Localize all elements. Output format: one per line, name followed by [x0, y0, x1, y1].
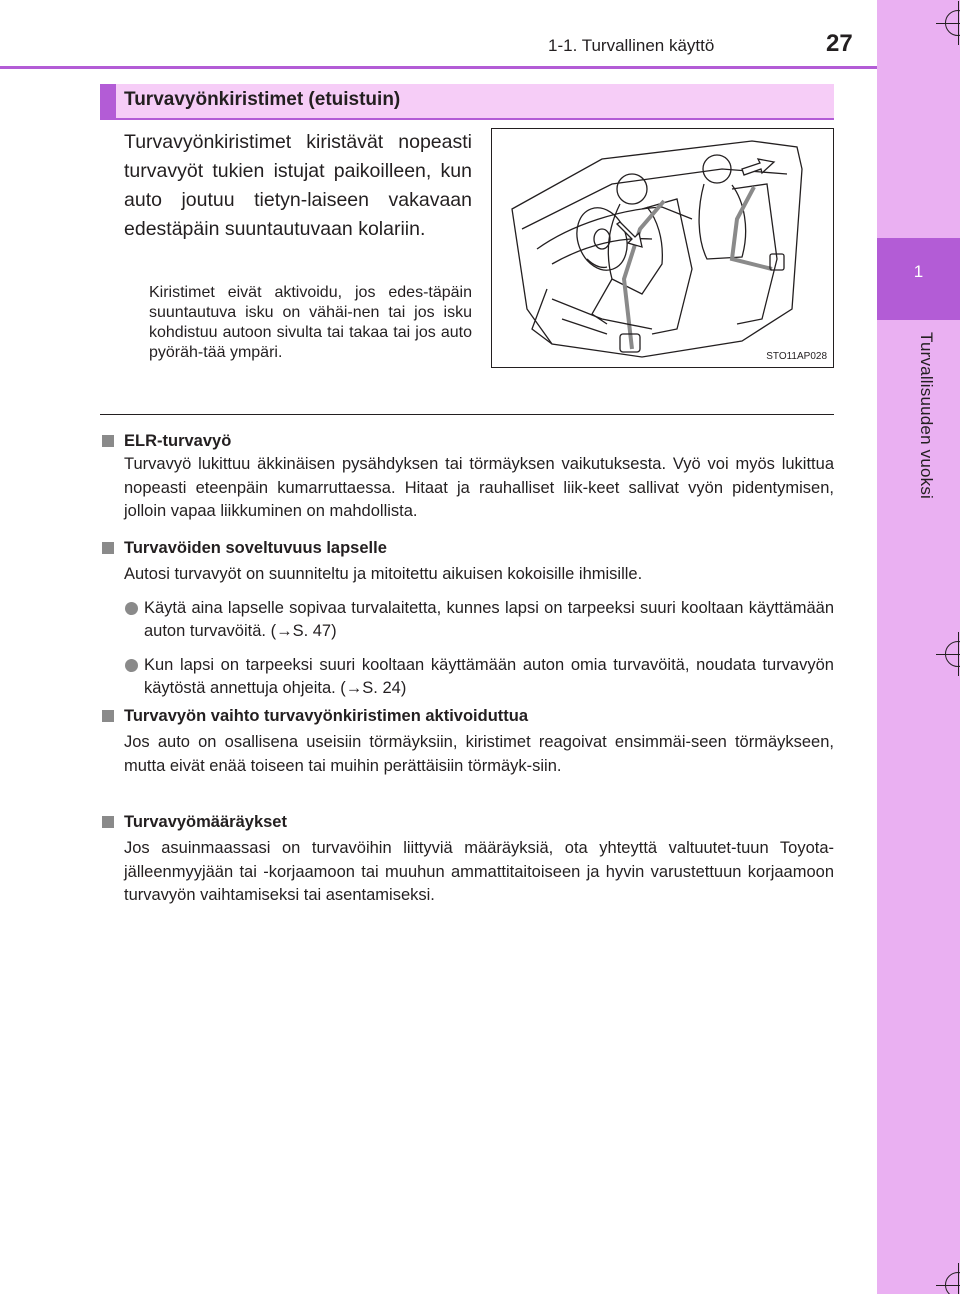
list-item-text: Kun lapsi on tarpeeksi suuri kooltaan käyttämään auton omia turvavöitä, noudata turvavyön käytöstä annettuja ohjeita. (→S. 24) [144, 655, 834, 697]
section-heading-text: Turvavyönkiristimet (etuistuin) [124, 89, 401, 110]
chapter-title: Turvallisuuden vuoksi [917, 332, 936, 500]
seatbelt-pretensioner-illustration [491, 128, 834, 368]
car-interior-drawing [492, 129, 834, 368]
item-heading: Turvavyön vaihto turvavyönkiristimen aktivoiduttua [100, 704, 834, 728]
list-item-text: Käytä aina lapselle sopivaa turvalaitetta, kunnes lapsi on tarpeeksi suuri kooltaan käyttämään auton turvavöitä. (→S. 47) [144, 598, 834, 640]
item-heading: Turvavöiden soveltuvuus lapselle [100, 536, 834, 560]
item-replacement [100, 704, 834, 778]
section-heading [100, 84, 834, 120]
list-item [100, 654, 834, 701]
page-number: 27 [826, 30, 853, 57]
running-header: 1-1. Turvallinen käyttö [548, 36, 715, 55]
item-heading: ELR-turvavyö [100, 429, 834, 453]
item-text: Autosi turvavyöt on suunniteltu ja mitoitettu aikuisen kokoisille ihmisille. [124, 565, 643, 583]
item-elr [100, 429, 834, 524]
chapter-number: 1 [913, 262, 924, 281]
intro-paragraph: Turvavyönkiristimet kiristävät nopeasti turvavyöt tukien istujat paikoilleen, kun auto joutuu tietyn-laiseen vakavaan edestäpäin suuntautuvaan kolariin. [124, 131, 472, 240]
item-regulations [100, 810, 834, 908]
item-text: Jos asuinmaassasi on turvavöihin liittyviä määräyksiä, ota yhteyttä valtuutet-tuun Toyota-jälleenmyyjään tai -korjaamoon tai muuhun ammattitaitoiseen ja hyvin varustettuun korjaamoon turvavyön vaihtamiseksi tai asentamiseksi. [124, 839, 834, 904]
header-rule [0, 66, 877, 69]
heading-accent-bar [100, 84, 116, 118]
item-child-suitability [100, 536, 834, 701]
item-heading: Turvavyömääräykset [100, 810, 834, 834]
item-text: Jos auto on osallisena useisiin törmäyksiin, kiristimet reagoivat ensimmäi-seen törmäykseen, mutta eivät enää toiseen tai muihin perättäisiin törmäyk-siin. [124, 733, 834, 775]
section-divider [100, 414, 834, 415]
bullet-icon [125, 602, 138, 615]
list-item [100, 597, 834, 644]
figure-id: STO11AP028 [766, 351, 827, 362]
item-text: Turvavyö lukittuu äkkinäisen pysähdyksen tai törmäyksen vaikutuksesta. Vyö voi myös lukittua nopeasti eteenpäin kumarruttaessa. Hitaat ja rauhalliset liik-keet sallivat vyön pidentymisen, jolloin vapaa liikkuminen on mahdollista. [124, 455, 834, 520]
note-paragraph: Kiristimet eivät aktivoidu, jos edes-täpäin suuntautuva isku on vähäi-nen tai jos isku kohdistuu autoon sivulta tai takaa tai jos auto pyöräh-tää ympäri. [149, 284, 472, 361]
bullet-icon [125, 659, 138, 672]
